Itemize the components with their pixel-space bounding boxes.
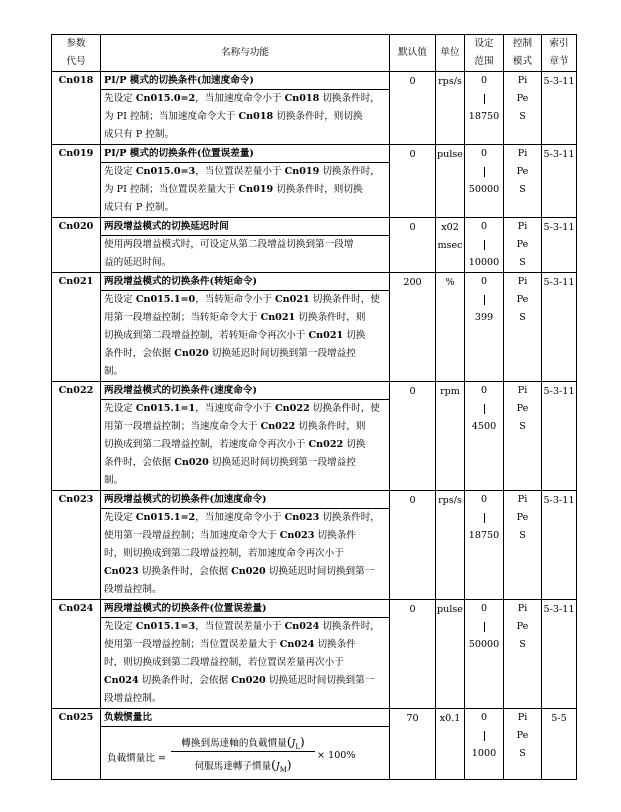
table-row: [52, 273, 577, 382]
param-default: 70: [390, 709, 436, 780]
param-code: Cn024: [52, 600, 101, 709]
table-row: [52, 709, 577, 780]
param-unit: rpm: [436, 382, 465, 491]
param-code: Cn020: [52, 218, 101, 273]
table-row: [52, 491, 577, 600]
param-index: 5-3-11: [542, 273, 577, 382]
param-modes: Pi Pe S: [504, 145, 542, 218]
param-desc-text: 先设定 Cn015.1=1，当速度命令小于 Cn022 切换条件时，使 用第一段增益控制；当速度命令大于 Cn022 切换条件时，则 切换成到第二段增益控制，若速度命令再次小于 Cn022 切换 条件时，会依据 Cn020 切换延迟时间切换到第一段增益控 制。: [104, 403, 380, 486]
param-title: 两段增益模式的切换条件(加速度命令): [101, 491, 389, 509]
param-range: 0 50000: [465, 145, 504, 218]
param-unit: rps/s: [436, 491, 465, 600]
param-title: 两段增益模式的切换条件(转矩命令): [101, 273, 389, 291]
param-description: [101, 273, 390, 382]
param-index: 5-3-11: [542, 382, 577, 491]
param-index: 5-3-11: [542, 491, 577, 600]
param-desc-text: 先设定 Cn015.1=3，当位置误差量小于 Cn024 切换条件时， 使用第一段增益控制；当位置误差量大于 Cn024 切换条件 时，则切换成到第二段增益控制，若位置误差量再次小于 Cn024 切换条件时，会依据 Cn020 切换延迟时间切换到第一 段增益控制。: [104, 621, 380, 704]
param-default: 0: [390, 600, 436, 709]
param-description: [101, 491, 390, 600]
formula-percent: × 100%: [317, 750, 356, 761]
header-range: 设定 范围: [465, 35, 504, 72]
param-title: 两段增益模式的切换条件(位置误差量): [101, 600, 389, 618]
param-range: 0 10000: [465, 218, 504, 273]
param-title: 两段增益模式的切换条件(速度命令): [101, 382, 389, 400]
param-unit: pulse: [436, 600, 465, 709]
param-default: 0: [390, 382, 436, 491]
param-default: 0: [390, 72, 436, 145]
param-code: Cn022: [52, 382, 101, 491]
header-name: 名称与功能: [101, 35, 390, 72]
param-index: 5-3-11: [542, 72, 577, 145]
param-code: Cn023: [52, 491, 101, 600]
param-modes: Pi Pe S: [504, 218, 542, 273]
param-desc-text: 使用两段增益模式时，可设定从第二段增益切换到第一段增 益的延迟时间。: [104, 239, 354, 268]
header-unit: 单位: [436, 35, 465, 72]
param-modes: Pi Pe S: [504, 600, 542, 709]
param-code: Cn018: [52, 72, 101, 145]
param-default: 0: [390, 491, 436, 600]
table-row: [52, 218, 577, 273]
param-range: 0 18750: [465, 491, 504, 600]
inertia-ratio-formula: [101, 727, 389, 779]
param-description: [101, 709, 390, 780]
param-desc-text: 先设定 Cn015.0=3，当位置误差量小于 Cn019 切换条件时， 为 PI 控制；当位置误差量大于 Cn019 切换条件时，则切换 成只有 P 控制。: [104, 166, 380, 213]
table-row: [52, 382, 577, 491]
table-header-row: [52, 35, 577, 72]
param-title: 负载惯量比: [101, 709, 389, 727]
header-code: 参数 代号: [52, 35, 101, 72]
param-default: 0: [390, 145, 436, 218]
param-code: Cn021: [52, 273, 101, 382]
param-title: PI/P 模式的切换条件(加速度命令): [101, 72, 389, 90]
table-row: [52, 600, 577, 709]
param-code: Cn025: [52, 709, 101, 780]
param-modes: Pi Pe S: [504, 72, 542, 145]
param-description: [101, 72, 390, 145]
param-index: 5-3-11: [542, 600, 577, 709]
param-range: 0 399: [465, 273, 504, 382]
formula-numerator: 轉換到馬達軸的負載慣量$(J_L)$: [181, 735, 305, 751]
param-modes: Pi Pe S: [504, 382, 542, 491]
param-default: 200: [390, 273, 436, 382]
param-unit: x02 msec: [436, 218, 465, 273]
param-title: PI/P 模式的切换条件(位置误差量): [101, 145, 389, 163]
param-modes: Pi Pe S: [504, 709, 542, 780]
param-description: [101, 382, 390, 491]
param-unit: %: [436, 273, 465, 382]
param-range: 0 18750: [465, 72, 504, 145]
param-description: [101, 218, 390, 273]
header-index: 索引 章节: [542, 35, 577, 72]
param-desc-text: 先设定 Cn015.1=0，当转矩命令小于 Cn021 切换条件时，使 用第一段增益控制；当转矩命令大于 Cn021 切换条件时，则 切换成到第二段增益控制，若转矩命令再次小于 Cn021 切换 条件时，会依据 Cn020 切换延迟时间切换到第一段增益控 制。: [104, 294, 380, 377]
param-unit: x0.1: [436, 709, 465, 780]
param-index: 5-5: [542, 709, 577, 780]
param-title: 两段增益模式的切换延迟时间: [101, 218, 389, 236]
param-code: Cn019: [52, 145, 101, 218]
table-row: [52, 145, 577, 218]
fraction-line: [171, 751, 315, 752]
param-index: 5-3-11: [542, 218, 577, 273]
formula-label: 負載慣量比 =: [107, 753, 167, 764]
table-row: [52, 72, 577, 145]
param-description: [101, 145, 390, 218]
param-desc-text: 先设定 Cn015.1=2，当加速度命令小于 Cn023 切换条件时， 使用第一段增益控制；当加速度命令大于 Cn023 切换条件 时，则切换成到第二段增益控制，若加速度命令再次小于 Cn023 切换条件时，会依据 Cn020 切换延迟时间切换到第一 段增益控制。: [104, 512, 380, 595]
parameter-table: [51, 34, 577, 780]
header-mode: 控制 模式: [504, 35, 542, 72]
param-range: 0 4500: [465, 382, 504, 491]
param-default: 0: [390, 218, 436, 273]
param-range: 0 50000: [465, 600, 504, 709]
param-index: 5-3-11: [542, 145, 577, 218]
param-modes: Pi Pe S: [504, 273, 542, 382]
param-unit: rps/s: [436, 72, 465, 145]
formula-denominator: 伺服馬達轉子慣量$(J_M)$: [194, 758, 292, 774]
param-range: 0 1000: [465, 709, 504, 780]
param-unit: pulse: [436, 145, 465, 218]
param-desc-text: 先设定 Cn015.0=2，当加速度命令小于 Cn018 切换条件时， 为 PI 控制；当加速度命令大于 Cn018 切换条件时，则切换 成只有 P 控制。: [104, 93, 380, 140]
header-default: 默认值: [390, 35, 436, 72]
param-description: [101, 600, 390, 709]
param-modes: Pi Pe S: [504, 491, 542, 600]
